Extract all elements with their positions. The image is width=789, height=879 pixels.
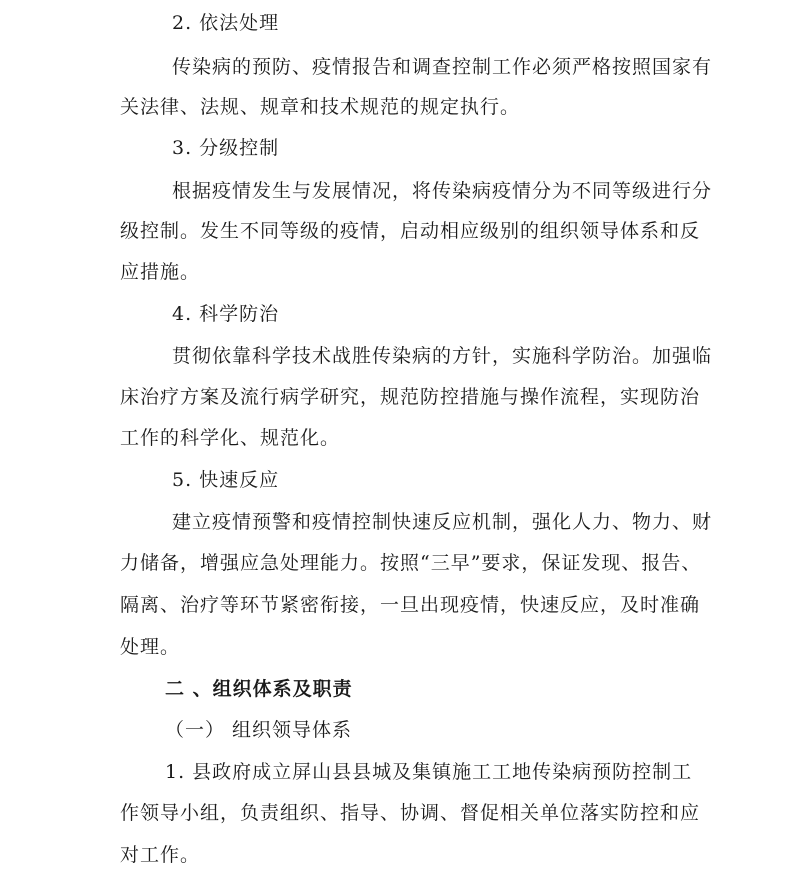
paragraph-line: 根据疫情发生与发展情况，将传染病疫情分为不同等级进行分 <box>172 180 713 202</box>
paragraph-line: 作领导小组，负责组织、指导、协调、督促相关单位落实防控和应 <box>120 802 701 824</box>
paragraph-line: 传染病的预防、疫情报告和调查控制工作必须严格按照国家有 <box>172 56 713 78</box>
paragraph-line: 工作的科学化、规范化。 <box>120 427 341 449</box>
paragraph-line: 关法律、法规、规章和技术规范的规定执行。 <box>120 96 521 118</box>
paragraph-line: 贯彻依靠科学技术战胜传染病的方针，实施科学防治。加强临 <box>172 345 713 367</box>
section-heading: 4. 科学防治 <box>172 303 280 325</box>
subsection-title: （一） 组织领导体系 <box>165 719 353 741</box>
paragraph-line: 1. 县政府成立屏山县县城及集镇施工工地传染病预防控制工 <box>165 761 693 783</box>
paragraph-line: 力储备，增强应急处理能力。按照“三早”要求，保证发现、报告、 <box>120 552 702 574</box>
paragraph-line: 床治疗方案及流行病学研究，规范防控措施与操作流程，实现防治 <box>120 386 701 408</box>
paragraph-line: 应措施。 <box>120 261 201 283</box>
paragraph-line: 级控制。发生不同等级的疫情，启动相应级别的组织领导体系和反 <box>120 220 701 242</box>
section-heading: 5. 快速反应 <box>172 469 280 491</box>
paragraph-line: 建立疫情预警和疫情控制快速反应机制，强化人力、物力、财 <box>172 511 713 533</box>
paragraph-line: 处理。 <box>120 636 181 658</box>
paragraph-line: 对工作。 <box>120 844 201 866</box>
paragraph-line: 隔离、治疗等环节紧密衔接，一旦出现疫情，快速反应，及时准确 <box>120 594 701 616</box>
section-heading: 3. 分级控制 <box>172 137 280 159</box>
section-heading: 2. 依法处理 <box>172 12 280 34</box>
chapter-title: 二 、组织体系及职责 <box>165 678 353 700</box>
